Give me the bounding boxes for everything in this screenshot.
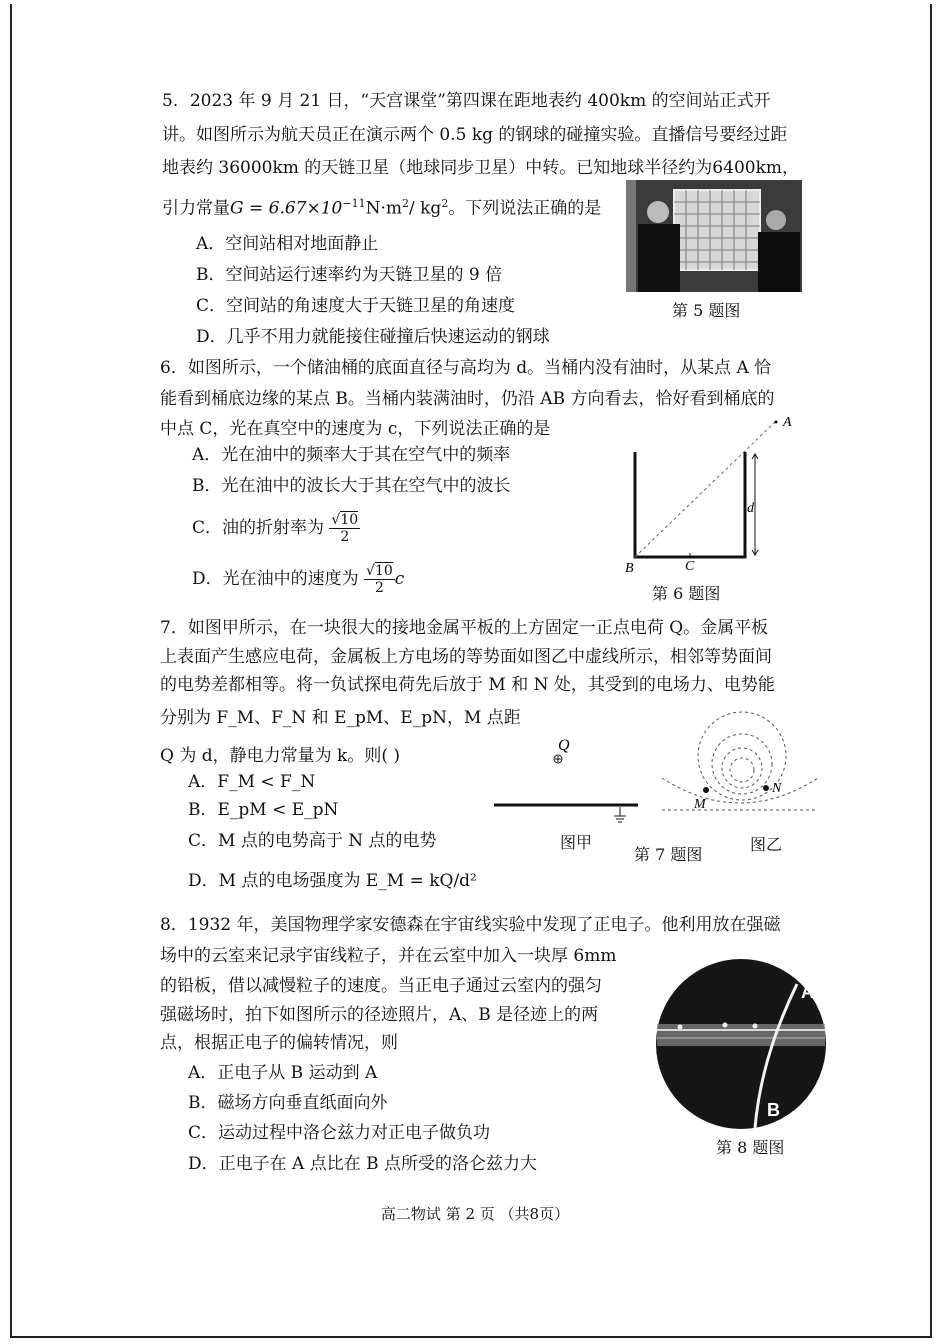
label-a: A xyxy=(783,415,792,430)
label-d: d xyxy=(747,501,754,516)
q8-line3: 的铅板，借以减慢粒子的速度。当正电子通过云室内的强匀 xyxy=(160,976,602,996)
q8-cloud-chamber-photo xyxy=(655,958,827,1130)
q8-line2: 场中的云室来记录宇宙线粒子，并在云室中加入一块厚 6mm xyxy=(160,946,617,966)
q7-figure-yi xyxy=(660,708,820,824)
q5-photo xyxy=(626,180,802,292)
page-footer: 高二物试 第 2 页 （共8页） xyxy=(380,1205,570,1223)
q8-option-b: B．磁场方向垂直纸面向外 xyxy=(188,1093,388,1113)
label-b: B xyxy=(625,561,634,576)
q7-option-a: A．F_M < F_N xyxy=(188,772,316,792)
q8-option-d: D．正电子在 A 点比在 B 点所受的洛仑兹力大 xyxy=(188,1154,538,1174)
q7-caption: 第 7 题图 xyxy=(634,845,703,864)
q5-option-a: A．空间站相对地面静止 xyxy=(196,234,379,254)
q7-line5: Q 为 d，静电力常量为 k。则( ) xyxy=(160,746,401,766)
q8-line4: 强磁场时，拍下如图所示的径迹照片，A、B 是径迹上的两 xyxy=(160,1005,599,1025)
q6-option-d: D．光在油中的速度为 $\frac{√10}{2}$ c xyxy=(192,563,405,596)
q5-line1: 5．2023 年 9 月 21 日，“天宫课堂”第四课在距地表约 400km 的空间站正式开 xyxy=(162,91,771,111)
q7-option-c: C．M 点的电势高于 N 点的电势 xyxy=(188,831,437,851)
q6-caption: 第 6 题图 xyxy=(652,584,721,603)
q6-line1: 6．如图所示，一个储油桶的底面直径与高均为 d。当桶内没有油时，从某点 A 恰 xyxy=(160,358,772,378)
q7-figure-jia xyxy=(492,730,652,825)
q5-caption: 第 5 题图 xyxy=(672,301,741,320)
q5-option-d: D．几乎不用力就能接住碰撞后快速运动的钢球 xyxy=(196,327,550,347)
q5-line4: 引力常量$G = 6.67\times 10^{-11}N\cdot m^2/$ $kg^2$。下列说法正确的是 xyxy=(162,197,602,219)
q7-caption-jia: 图甲 xyxy=(560,833,593,852)
q7-caption-yi: 图乙 xyxy=(750,835,783,854)
q8-option-a: A．正电子从 B 运动到 A xyxy=(188,1063,378,1083)
label-m: M xyxy=(694,797,706,812)
q8-line1: 8．1932 年，美国物理学家安德森在宇宙线实验中发现了正电子。他利用放在强磁 xyxy=(160,915,781,935)
q5-line3: 地表约 36000km 的天链卫星（地球同步卫星）中转。已知地球半径约为6400km， xyxy=(162,158,799,178)
q6-option-c: C．油的折射率为 $\frac{√10}{2}$ xyxy=(192,512,359,545)
q5-option-b: B．空间站运行速率约为天链卫星的 9 倍 xyxy=(196,265,503,285)
label-a: A xyxy=(801,982,814,1002)
label-b: B xyxy=(767,1100,780,1120)
q7-line3: 的电势差都相等。将一负试探电荷先后放于 M 和 N 处，其受到的电场力、电势能 xyxy=(160,675,775,695)
q5-line2: 讲。如图所示为航天员正在演示两个 0.5 kg 的钢球的碰撞实验。直播信号要经过距 xyxy=(162,125,788,145)
q7-option-d: D．M 点的电场强度为 E_M = kQ/d² xyxy=(188,871,477,891)
q7-option-b: B．E_pM < E_pN xyxy=(188,800,339,820)
label-n: N xyxy=(772,781,782,796)
q6-line2: 能看到桶底边缘的某点 B。当桶内装满油时，仍沿 AB 方向看去，恰好看到桶底的 xyxy=(160,389,775,409)
q6-option-b: B．光在油中的波长大于其在空气中的波长 xyxy=(192,476,511,496)
q6-diagram xyxy=(615,412,805,582)
q7-line1: 7．如图甲所示，在一块很大的接地金属平板的上方固定一正点电荷 Q。金属平板 xyxy=(160,618,769,638)
q8-option-c: C．运动过程中洛仑兹力对正电子做负功 xyxy=(188,1123,491,1143)
q7-line2: 上表面产生感应电荷，金属板上方电场的等势面如图乙中虚线所示，相邻等势面间 xyxy=(160,647,772,667)
q5-option-c: C．空间站的角速度大于天链卫星的角速度 xyxy=(196,296,516,316)
q8-line5: 点，根据正电子的偏转情况，则 xyxy=(160,1033,398,1053)
label-q: Q xyxy=(558,737,570,754)
q8-caption: 第 8 题图 xyxy=(716,1138,785,1157)
q7-line4: 分别为 F_M、F_N 和 E_pM、E_pN，M 点距 xyxy=(160,708,521,728)
q6-line3: 中点 C，光在真空中的速度为 c，下列说法正确的是 xyxy=(160,419,551,439)
q6-option-a: A．光在油中的频率大于其在空气中的频率 xyxy=(192,445,511,465)
label-c: C xyxy=(685,559,695,574)
